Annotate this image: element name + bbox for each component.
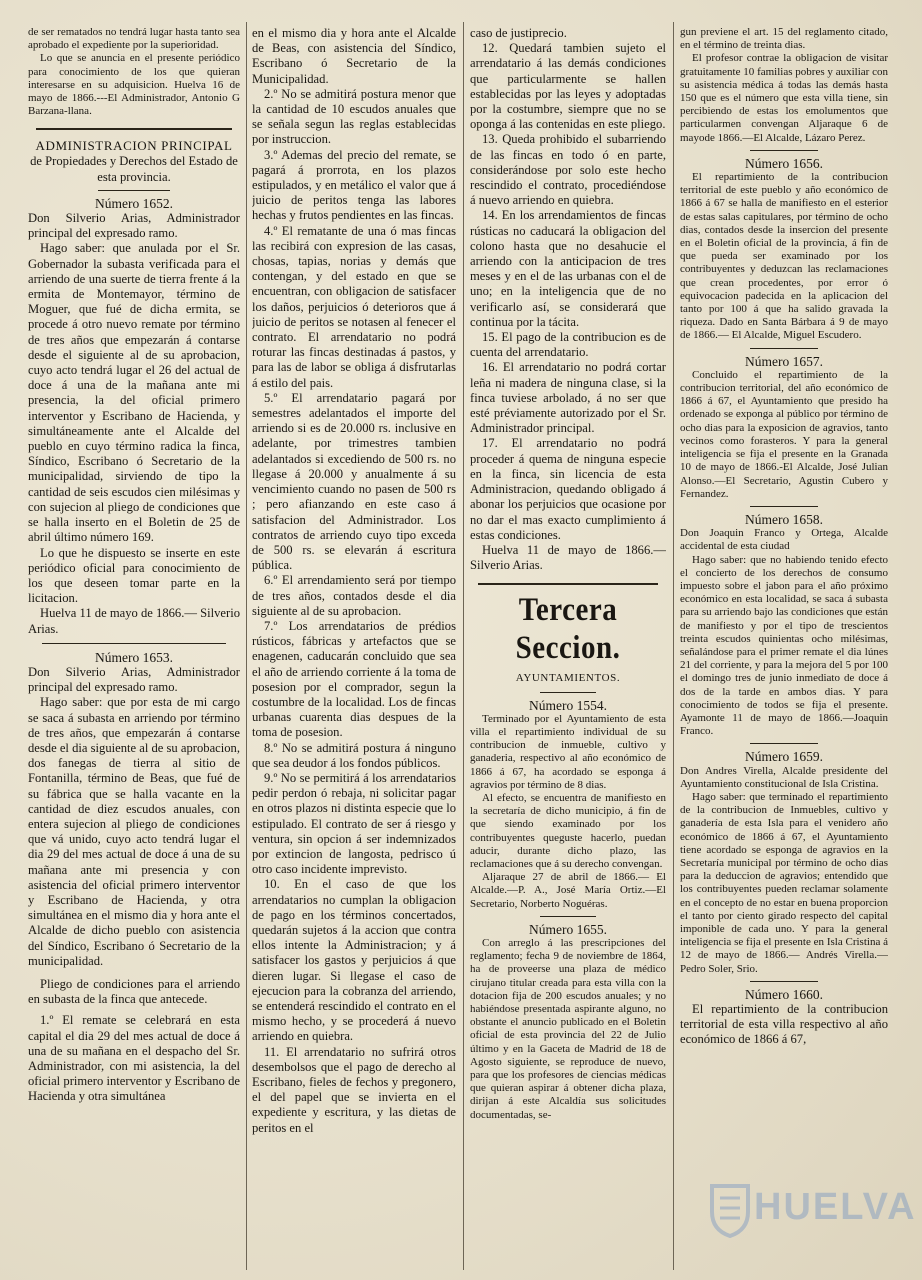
shield-icon: [708, 1182, 752, 1238]
notice-body: Hago saber: que terminado el repartimiento de la contribucion de Inmuebles, cultivo y ganadería de esta Isla para el venidero año económico de 1866 á 67, el Ayuntamiento tiene acordado se esponga de agravios en la Secretaría municipal por término de ocho dias para la deduccion de agravios; entendido que los contribuyentes pueden reclamar solamente en el concepto de no estar en buena proporcion el tanto por ciento girado respecto del capital imponible de cada uno. Y para la general inteligencia se fija el presente en Isla Cristina á 12 de mayo de 1866.— Andrés Virella.—Pedro Soler, Srio.: [680, 790, 888, 975]
notice-signature: Huelva 11 de mayo de 1866.— Silverio Arias.: [470, 542, 666, 573]
section-title: Tercera Seccion.: [515, 592, 621, 667]
notice-body: Hago saber: que por esta de mi cargo se saca á subasta en arriendo por término de tres años, que empezarán á contarse desde el dia siguiente al de su aprobacion, dos fanegas de tierra al sitio de Fontanilla, término de Beas, que fué de su fábrica que se halla vacante en la cantidad de diez escudos anuales, con entera sujecion al pliego de condiciones que vá unido, cuyo acto tendrá lugar el dia 29 del mes actual de doce á una de su mañana ante mi presencia y con asistencia del oficial primero interventor y Escribano de Hacienda, y otra simultánea en el mismo dia y hora ante el Alcalde de dicho pueblo con asistencia del Síndico, Escribano ó Secretario de la municipalidad.: [28, 695, 240, 968]
divider: [750, 743, 818, 744]
notice-body: Terminado por el Ayuntamiento de esta villa el repartimiento individual de su contribucion de inmueble, cultivo y ganaderia, respectivo al año económico de 1866 á 67, ha acordado se esponga á agravios por término de 8 dias.: [470, 712, 666, 791]
divider: [540, 916, 596, 917]
condition-8: 8.º No se admitirá postura á ninguno que sea deudor á los fondos públicos.: [252, 740, 456, 770]
notice-number: Número 1658.: [745, 511, 823, 527]
divider: [42, 643, 226, 644]
column-2: [252, 26, 456, 1272]
divider: [36, 128, 232, 130]
notice-number: Número 1655.: [529, 921, 607, 937]
huelva-watermark: [708, 1182, 917, 1246]
notice-signature: Huelva 11 de mayo de 1866.— Silverio Arias.: [28, 606, 240, 636]
condition-9: 9.º No se permitirá á los arrendatarios pedir perdon ó rebaja, ni solicitar pagar en otros plazos ni distinta especie que lo estipulado. El contrato de ser á riesgo y ventura, sin opcion á ser indemnizados por extincion de langosta, pedrisco ú otro caso incidente imprevisto.: [252, 770, 456, 877]
section-heading: ADMINISTRACION PRINCIPAL: [35, 138, 233, 154]
continued-text: caso de justiprecio.: [470, 26, 567, 40]
divider: [750, 150, 818, 151]
column-1: [28, 26, 240, 1272]
notice-body: Al efecto, se encuentra de manifiesto en la secretaría de dicho municipio, á fin de que siendo examinado por los contribuyentes queguste hacerlo, puedan aducir, durante dicho plazo, las reclamaciones que á su derecho convengan.: [470, 791, 666, 870]
section-subheading: de Propiedades y Derechos del Estado de esta provincia.: [30, 154, 238, 184]
pliego-title: Pliego de condiciones para el arriendo en subasta de la finca que antecede.: [28, 976, 240, 1007]
condition-13: 13. Queda prohibido el subarriendo de las fincas en todo ó en parte, considerándose por solo este hecho rescindido el contrato, procediéndose á nuevo arriendo en quiebra.: [470, 132, 666, 208]
condition-11: 11. El arrendatario no sufrirá otros desembolsos que el pago de derecho al Escribano, fieles de fechos y pregonero, el del papel que se invierta en el expediente y escritura, y las dietas de peritos en el: [252, 1044, 456, 1135]
notice-body: Concluido el repartimiento de la contribucion territorial, del año económico de 1866 á 67, el Ayuntamiento que presido ha ordenado se exponga al público por término de ocho dias para la exposicion de agravios, tanto vecinos como forasteros. Y para la general inteligencia se fija el presente en la Granada 10 de mayo de 1866.-El Alcalde, José Julian Alonso.—El Secretario, Agustin Cubero y Fernandez.: [680, 368, 888, 500]
condition-5: 5.º El arrendatario pagará por semestres adelantados el importe del arriendo si es de 20.000 rs. inclusive en adelante, por trimestres tambien adelantados si excediendo de 500 rs. no llegase á 20.000 y anualmente á su vencimiento cuando no pasen de 500 rs ; pero afianzando en este caso á satisfacion del Administrador. Los contratos de arriendo cuyo tipo exceda de 500 rs. se elevarán á escritura pública.: [252, 390, 456, 573]
divider: [750, 348, 818, 349]
divider: [540, 692, 596, 693]
notice-official: Don Joaquin Franco y Ortega, Alcalde accidental de esta ciudad: [680, 527, 888, 553]
notice-body: Lo que he dispuesto se inserte en este periódico oficial para conocimiento de los que deseen tomar parte en la licitacion.: [28, 545, 240, 606]
continued-text: en el mismo dia y hora ante el Alcalde de Beas, con asistencia del Síndico, Escribano ó Secretario de la Municipalidad.: [252, 26, 456, 86]
notice-official: Don Andres Virella, Alcalde presidente del Ayuntamiento constitucional de Isla Cristina.: [680, 764, 888, 790]
condition-10: 10. En el caso de que los arrendatarios no cumplan la obligacion de pago en los términos concertados, quedarán sujetos á la accion que contra ellos intente la Administracion; y á satisfacer los gastos y perjuicios á que dieren lugar. Si llegase el caso de ejecucion para la cobranza del arriendo, se entenderá rescindido el contrato en el mismo hecho, y se procederá á nuevo arriendo en quiebra.: [252, 877, 456, 1044]
intro-text-2: Lo que se anuncia en el presente periódico para conocimiento de los que quieran interesarse en su adquisicion. Huelva 16 de mayo de 1866.---El Administrador, Antonio G Barzana-llana.: [28, 52, 240, 118]
condition-12: 12. Quedará tambien sujeto el arrendatario á las demás condiciones que particularmente se hallen establecidas por las leyes y adoptadas por la costumbre, siempre que no se oponga á las contenidas en este pliego.: [470, 41, 666, 132]
condition-15: 15. El pago de la contribucion es de cuenta del arrendatario.: [470, 330, 666, 360]
notice-number: Número 1659.: [745, 749, 823, 765]
notice-official: Don Silverio Arias, Administrador principal del expresado ramo.: [28, 211, 240, 241]
divider: [478, 583, 658, 585]
notice-body: El repartimiento de la contribucion territorial de esta villa respectivo al año económico de 1866 á 67,: [680, 1002, 888, 1047]
divider: [750, 981, 818, 982]
notice-body: Hago saber: que anulada por el Sr. Gobernador la subasta verificada para el arriendo de una suerte de tierra frente á la ermita de Montemayor, término de Moguer, que fué de dicha ermita, se procede á otro nuevo remate por término de tres años que empezarán á contarse desde el siguiente al de su aprobacion, cuyo acto tendrá lugar el 26 del actual de doce á una de la mañana ante mi presencia, la del oficial primero interventor y Escribano de Hacienda, y simultáneamente ante el Alcalde del pueblo en cuyo término radica la finca, Síndico, Escribano ó Secretario de la municipalidad, sirviendo de tipo la cantidad de seis escudos cien milésimas y con sujecion al pliego de condiciones que se halla inserto en el Boletin de 25 de abril último número 169.: [28, 241, 240, 545]
notice-number: Número 1660.: [745, 986, 823, 1002]
notice-official: Don Silverio Arias, Administrador principal del expresado ramo.: [28, 664, 240, 695]
notice-number: Número 1657.: [745, 353, 823, 369]
notice-signature: Aljaraque 27 de abril de 1866.— El Alcalde.—P. A., José María Ortiz.—El Secretario, Norberto Noguéras.: [470, 871, 666, 910]
notice-number: Número 1656.: [745, 155, 823, 171]
condition-4: 4.º El rematante de una ó mas fincas las recibirá con expresion de las casas, chosas, tapias, norias y demás que contengan, y del estado en que se encuentran, con obligacion de satisfacer los daños, perjuicios ó deterioros que á juicio de peritos se notasen al fenecer el contrato. El arrendatario no podrá roturar las fincas destinadas á pastos, y para las de labor se obliga á disfrutarlas á estilo del pais.: [252, 223, 456, 390]
column-rule: [246, 22, 247, 1270]
divider: [98, 190, 170, 191]
condition-6: 6.º El arrendamiento será por tiempo de tres años, contados desde el dia siguiente al de su aprobacion.: [252, 573, 456, 618]
notice-body: El profesor contrae la obligacion de visitar gratuitamente 10 familias pobres y auxiliar con su asistencia médica á todas las demás hasta 150 que es el número que esta villa tiene, sin percibiendo de estas los emolumentos que particularmen convengan Aljaraque 6 de mayode 1866.—El Alcalde, Lázaro Perez.: [680, 52, 888, 144]
notice-body: Hago saber: que no habiendo tenido efecto el concierto de los derechos de consumo impuesto sobre el jabon para el año próximo económico en esta localidad, se saca á subasta para su arriendo bajo las condiciones que están de manifiesto y por el tipo de trescientos treinta escudos quinientas ocho milésimas, señalándose para el primer remate el dia lúnes 21 del corriente, y para la mejora del 5 por 100 el domingo tres de junio inmediato de doce á dos de la tarde en ambos dias. Y para conocimiento de todos se fija el presente. Ayamonte 11 de mayo de 1866.—Joaquin Franco.: [680, 553, 888, 738]
column-rule: [463, 22, 464, 1270]
notice-number: Número 1554.: [529, 697, 607, 713]
intro-text: de ser rematados no tendrá lugar hasta tanto sea aprobado el expediente por la superioridad.: [28, 26, 240, 52]
column-3: [470, 26, 666, 1272]
notice-number: Número 1653.: [95, 649, 173, 665]
column-4: [680, 26, 888, 1272]
condition-14: 14. En los arrendamientos de fincas rústicas no caducará la obligacion del colono hasta que no desahucie el arriendo con la anticipacion de tres meses y en el de las urbanas con el de uno; en la inteligencia que de no verificarlo así, se considerará que continua por la tácita.: [470, 208, 666, 329]
notice-body: Con arreglo á las prescripciones del reglamento; fecha 9 de noviembre de 1864, ha de proveerse una plaza de médico cirujano titular creada para esta villa con la dotacion fija de 200 escudos anuales; y no habiéndose presentada aspirante alguno, no obstante el anuncio publicado en el Boletin oficial de esta provincia del 22 de Julio último y en la Gaceta de Madrid de 18 de Agosto siguiente, se reproduce de nuevo, para que los profesores de ciencias médicas que quieran aspirar á obtener dicha plaza, dirijan á este Alcaldía sus solicitudes documentadas, se-: [470, 936, 666, 1121]
notice-body: El repartimiento de la contribucion territorial de este pueblo y año económico de 1866 á 67 se halla de manifiesto en el esterior de estas salas capitulares, por término de ocho dias, contados desde la insercion del presente en el Boletin oficial de la provincia, á fin de que pueda ser examinado por los contribuyentes y deduzcan las reclamaciones que crean procedentes, por error ó equivocacion padecida en la aplicacion del tanto por 100 á que ha salido gravada la riqueza. Dado en Santa Bárbara á 9 de mayo de 1866.— El Alcalde, Miguel Escudero.: [680, 171, 888, 342]
condition-16: 16. El arrendatario no podrá cortar leña ni madera de ninguna clase, si la finca tuviese arbolado, á no ser que esté préviamente autorizado por el Sr. Administrador principal.: [470, 360, 666, 436]
watermark-text: HUELVA: [754, 1186, 917, 1228]
condition-3: 3.º Ademas del precio del remate, se pagará á prorrota, en los plazos estipulados, y en metálico el valor que á juicio de peritos tenga las labores hechas y frutos pendientes en las fincas.: [252, 147, 456, 223]
condition-1: 1.º El remate se celebrará en esta capital el dia 29 del mes actual de doce á una de su mañana en el despacho del Sr. Administrador, con mi asistencia, la del oficial primero interventor y Escribano de Hacienda y otra simultánea: [28, 1013, 240, 1104]
condition-7: 7.º Los arrendatarios de prédios rústicos, fábricas y artefactos que se enagenen, caducarán concluido que sea el año de arriendo corriente á la toma de posesion por el comprador, segun la costumbre de la localidad. Los de fincas urbanas cuarenta dias despues de la toma de posesion.: [252, 618, 456, 740]
continued-text: gun previene el art. 15 del reglamento citado, en el término de treinta dias.: [680, 26, 888, 52]
notice-number: Número 1652.: [95, 195, 173, 211]
ayuntamientos-heading: AYUNTAMIENTOS.: [515, 672, 621, 685]
divider: [750, 506, 818, 507]
condition-2: 2.º No se admitirá postura menor que la cantidad de 10 escudos anuales que se señala segun las reglas establecidas por instruccion.: [252, 86, 456, 147]
condition-17: 17. El arrendatario no podrá proceder á quema de ninguna especie en la finca, sin licencia de esta Administracion, quedando obligado á abonar los perjuicios que ocasione por no dar el mas exacto cumplimiento á estas condiciones.: [470, 436, 666, 542]
column-rule: [673, 22, 674, 1270]
